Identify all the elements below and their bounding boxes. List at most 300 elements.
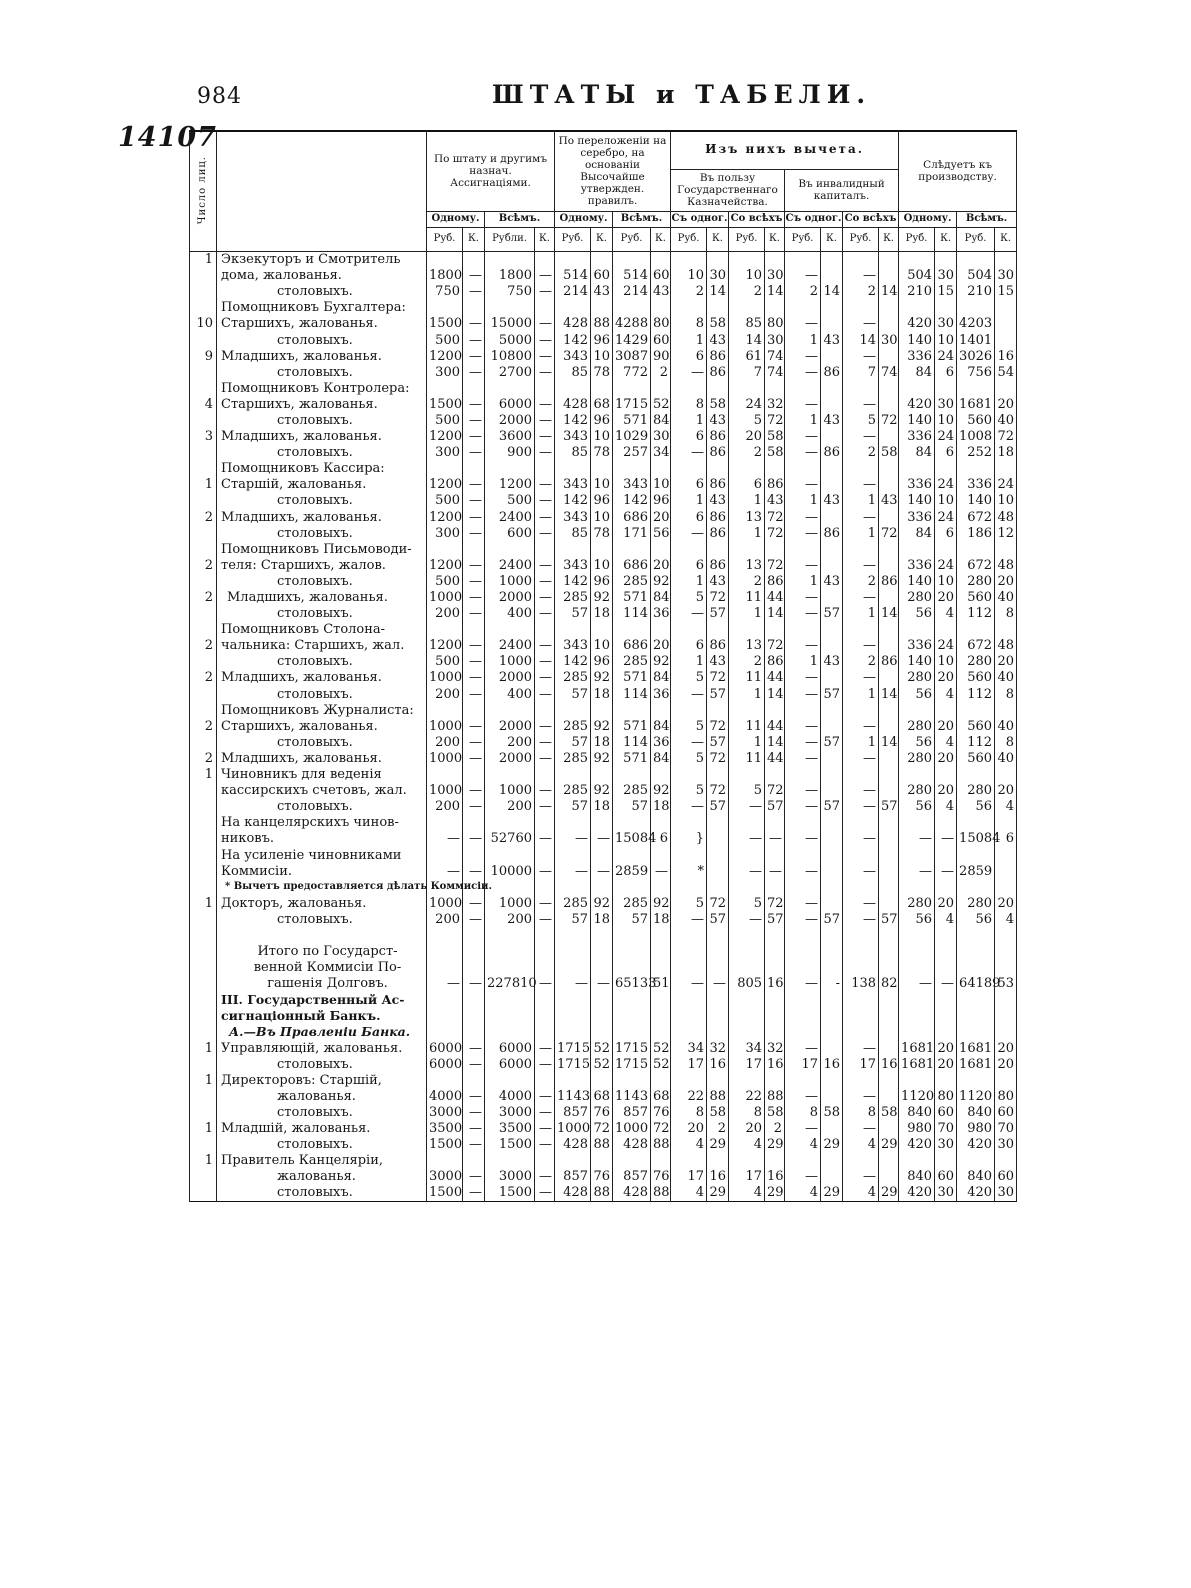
kopecks-cell [821,268,843,284]
rubles-cell: 1715 [613,396,651,412]
kopecks-cell: — [463,718,485,734]
rubles-cell: 1500 [485,1137,535,1153]
rubles-cell [485,1072,535,1088]
rubles-cell [785,1024,821,1040]
person-count: 2 [190,750,217,766]
kopecks-cell: 32 [707,1040,729,1056]
rubles-cell [485,1008,535,1024]
person-count [190,606,217,622]
kopecks-cell: 4 [935,734,957,750]
rubles-cell [485,300,535,316]
rubles-cell: — [785,1088,821,1104]
rubles-cell: — [843,863,879,879]
kopecks-cell: 20 [995,783,1017,799]
row-description: Директоровъ: Старшій, [217,1072,427,1088]
kopecks-cell: — [535,348,555,364]
rubles-cell: 1715 [613,1056,651,1072]
kopecks-cell: 30 [935,316,957,332]
kopecks-cell: — [463,493,485,509]
rubles-cell [785,1153,821,1169]
person-count [190,525,217,541]
kopecks-cell: 24 [935,638,957,654]
table-row [190,831,1017,847]
kopecks-cell [707,300,729,316]
rubles-cell [671,461,707,477]
rubles-cell: — [671,686,707,702]
rubles-cell [671,927,707,943]
kopecks-cell: 43 [821,412,843,428]
kopecks-cell [879,992,899,1008]
rubles-cell: 3000 [485,1104,535,1120]
kopecks-cell: — [535,750,555,766]
rubles-cell: — [427,831,463,847]
rubles-cell: 840 [899,1104,935,1120]
rubles-cell [613,251,651,268]
rubles-cell: 15084 [613,831,651,847]
rubles-cell: 20 [729,429,765,445]
kopecks-cell [463,815,485,831]
rubles-cell: 5 [671,589,707,605]
rubles-cell: 2 [843,445,879,461]
rubles-cell: 1 [843,493,879,509]
kopecks-cell: — [535,895,555,911]
kopecks-cell: 88 [651,1185,671,1202]
kopecks-cell: 72 [591,1121,613,1137]
rubles-cell: — [785,911,821,927]
kopecks-cell: 20 [995,1056,1017,1072]
kopecks-cell: — [463,589,485,605]
kopecks-cell [651,847,671,863]
kopecks-cell: 30 [995,1137,1017,1153]
rubles-cell: 14 [843,332,879,348]
rubles-cell: 1429 [613,332,651,348]
rubles-cell [785,767,821,783]
rubles-cell: 560 [957,670,995,686]
rubles-cell [613,300,651,316]
treasury-fraction-header: Съ одног. [671,211,729,227]
kopecks-cell: 20 [935,1056,957,1072]
kopecks-cell: 58 [765,1104,785,1120]
kopecks-cell [591,1153,613,1169]
row-description: гашенія Долговъ. [217,976,427,992]
rubles-cell [671,1072,707,1088]
kopecks-cell [935,622,957,638]
row-description: столовыхъ. [217,1056,427,1072]
kopecks-cell [821,960,843,976]
rubles-cell: 52760 [485,831,535,847]
kopecks-cell: 52 [651,1056,671,1072]
rubles-cell [957,251,995,268]
row-description [217,927,427,943]
row-description: Помощниковъ Кассира: [217,461,427,477]
kopecks-cell [535,380,555,396]
kopecks-cell [463,992,485,1008]
rubles-cell: 1 [671,654,707,670]
rubles-cell [555,1072,591,1088]
kopecks-cell: — [535,863,555,879]
rubles-cell: 1 [671,332,707,348]
rubles-cell: 1000 [427,589,463,605]
row-description: Докторъ, жалованья. [217,895,427,911]
kopecks-cell: 14 [707,284,729,300]
kopecks-cell: 24 [935,509,957,525]
kopecks-cell: 51 [651,976,671,992]
rubles-cell: 5 [671,895,707,911]
kopecks-cell: 16 [879,1056,899,1072]
rubles-cell [671,767,707,783]
kopecks-cell: 10 [935,332,957,348]
kopecks-cell [651,251,671,268]
table-row [190,750,1017,766]
kopecks-cell: 20 [935,1040,957,1056]
rubles-cell [729,1072,765,1088]
rubles-cell [555,1153,591,1169]
rubles-cell: 560 [957,589,995,605]
row-description: Младшихъ, жалованья. [217,509,427,525]
kopecks-cell: 30 [995,1185,1017,1202]
kopecks-cell: — [535,654,555,670]
rubles-cell: — [843,316,879,332]
kopecks-cell: 57 [765,799,785,815]
rubles-cell [899,380,935,396]
kopecks-cell: 30 [879,332,899,348]
kopecks-cell: 68 [591,396,613,412]
rubles-cell [843,879,879,895]
kop-header: К. [879,227,899,251]
kopecks-cell: 29 [821,1137,843,1153]
rubles-cell: 4 [843,1137,879,1153]
kopecks-cell [879,718,899,734]
kopecks-cell [651,1024,671,1040]
rubles-cell: 4000 [485,1088,535,1104]
kopecks-cell: 40 [995,412,1017,428]
person-count [190,622,217,638]
rubles-cell: 171 [613,525,651,541]
rubles-cell: 7 [843,364,879,380]
kopecks-cell: 57 [821,686,843,702]
kopecks-cell: 36 [651,734,671,750]
kopecks-cell [879,863,899,879]
rubles-cell: 1500 [427,316,463,332]
rubles-cell: 4 [671,1185,707,1202]
rubles-cell: 1500 [427,1137,463,1153]
rubles-cell [555,960,591,976]
rub-header: Руб. [427,227,463,251]
count-column-header: Число лиц. [190,131,217,251]
rubles-cell [729,927,765,943]
kopecks-cell: 30 [995,268,1017,284]
kopecks-cell: 57 [707,799,729,815]
by-staff-header: По штату и другимъ назнач. Ассигнаціями. [427,131,555,211]
kopecks-cell: 44 [765,750,785,766]
kopecks-cell: 18 [591,911,613,927]
kopecks-cell: 10 [935,493,957,509]
kopecks-cell: 4 [935,686,957,702]
kopecks-cell [591,380,613,396]
rub-header: Рубли. [485,227,535,251]
table-row [190,332,1017,348]
kopecks-cell: 86 [821,445,843,461]
table-row [190,412,1017,428]
law-number: 14107 [118,122,217,153]
rubles-cell: 2 [785,284,821,300]
kopecks-cell [707,879,729,895]
kopecks-cell: 14 [879,734,899,750]
kopecks-cell: 96 [591,412,613,428]
table-row [190,686,1017,702]
rubles-cell: 7 [729,364,765,380]
kopecks-cell: 14 [879,284,899,300]
rubles-cell: 4000 [427,1088,463,1104]
rubles-cell: 6000 [485,1056,535,1072]
rubles-cell: 4 [843,1185,879,1202]
kopecks-cell: 72 [707,783,729,799]
table-row [190,606,1017,622]
rubles-cell: — [899,831,935,847]
rubles-cell: 4 [785,1137,821,1153]
kopecks-cell [995,767,1017,783]
kopecks-cell [707,1024,729,1040]
rubles-cell: 1000 [427,670,463,686]
page-number: 984 [197,84,242,109]
rubles-cell: 750 [427,284,463,300]
kopecks-cell: 36 [651,606,671,622]
kopecks-cell: 84 [651,589,671,605]
rubles-cell [485,622,535,638]
kopecks-cell: 72 [879,412,899,428]
kopecks-cell [995,960,1017,976]
person-count [190,702,217,718]
kopecks-cell: 15 [995,284,1017,300]
kopecks-cell [463,300,485,316]
kopecks-cell: 6 [995,831,1017,847]
row-description: Старшихъ, жалованья. [217,316,427,332]
kopecks-cell [535,927,555,943]
kopecks-cell: 60 [935,1169,957,1185]
rubles-cell [957,1024,995,1040]
kopecks-cell [935,1153,957,1169]
rubles-cell: 500 [427,654,463,670]
kopecks-cell: 14 [765,284,785,300]
rubles-cell: 2859 [957,863,995,879]
kopecks-cell [821,477,843,493]
rubles-cell: 57 [613,911,651,927]
kopecks-cell: 32 [765,1040,785,1056]
kopecks-cell: 43 [707,493,729,509]
person-count [190,332,217,348]
rubles-cell: — [785,734,821,750]
row-description: Помощниковъ Бухгалтера: [217,300,427,316]
rubles-cell: 857 [613,1169,651,1185]
rubles-cell: — [785,1169,821,1185]
rubles-cell: 17 [671,1169,707,1185]
row-description: Чиновникъ для веденія [217,767,427,783]
kopecks-cell: 10 [591,429,613,445]
rubles-cell [957,1008,995,1024]
person-count [190,412,217,428]
rubles-cell [613,847,651,863]
table-row [190,364,1017,380]
kopecks-cell: 76 [651,1169,671,1185]
kopecks-cell [765,847,785,863]
kopecks-cell [879,670,899,686]
rubles-cell [899,992,935,1008]
rubles-cell [485,1024,535,1040]
rubles-cell [485,927,535,943]
kopecks-cell [535,622,555,638]
kopecks-cell [995,992,1017,1008]
rubles-cell: — [671,799,707,815]
rubles-cell [729,622,765,638]
rubles-cell: 2400 [485,509,535,525]
kopecks-cell: 74 [765,364,785,380]
rubles-cell: — [785,445,821,461]
kopecks-cell: 43 [821,654,843,670]
rubles-cell: 428 [555,396,591,412]
rubles-cell: 805 [729,976,765,992]
rubles-cell: 420 [899,396,935,412]
rubles-cell [427,622,463,638]
kopecks-cell [879,589,899,605]
rubles-cell: 84 [899,364,935,380]
table-row [190,767,1017,783]
kopecks-cell [821,461,843,477]
rubles-cell: 57 [555,606,591,622]
kopecks-cell: 29 [707,1137,729,1153]
kopecks-cell: 72 [765,895,785,911]
person-count [190,1137,217,1153]
kopecks-cell: 6 [651,831,671,847]
rubles-cell [843,1008,879,1024]
kopecks-cell [821,863,843,879]
rubles-cell [427,1072,463,1088]
kopecks-cell [935,251,957,268]
kopecks-cell: 86 [707,525,729,541]
kopecks-cell: 92 [591,670,613,686]
rubles-cell: 285 [613,573,651,589]
rubles-cell: 10000 [485,863,535,879]
rubles-cell: — [785,557,821,573]
kopecks-cell [707,541,729,557]
rubles-cell: 750 [485,284,535,300]
row-description: Младшихъ, жалованья. [217,348,427,364]
kopecks-cell: 10 [935,654,957,670]
rubles-cell: — [843,799,879,815]
rubles-cell: 280 [899,670,935,686]
rubles-cell [427,847,463,863]
rubles-cell: 504 [899,268,935,284]
kopecks-cell: 30 [935,1137,957,1153]
rubles-cell [427,944,463,960]
kopecks-cell: 86 [765,573,785,589]
rubles-cell: 112 [957,734,995,750]
rubles-cell: 343 [555,638,591,654]
kopecks-cell: — [935,976,957,992]
rubles-cell: — [843,1088,879,1104]
kopecks-cell: 18 [651,911,671,927]
kopecks-cell: 8 [995,686,1017,702]
rubles-cell [427,1024,463,1040]
rubles-cell: 6 [671,638,707,654]
table-row [190,670,1017,686]
kopecks-cell [879,1008,899,1024]
rubles-cell: 672 [957,557,995,573]
kopecks-cell [995,702,1017,718]
table-row [190,718,1017,734]
kopecks-cell [879,831,899,847]
rubles-cell [613,541,651,557]
rubles-cell: 140 [899,493,935,509]
kopecks-cell: — [765,863,785,879]
kopecks-cell: 72 [707,589,729,605]
kopecks-cell [651,380,671,396]
kopecks-cell [879,509,899,525]
kopecks-cell: — [463,1040,485,1056]
rubles-cell: 336 [957,477,995,493]
rubles-cell: 57 [555,686,591,702]
row-description: столовыхъ. [217,332,427,348]
rubles-cell: 200 [485,799,535,815]
kopecks-cell [535,251,555,268]
kopecks-cell: 18 [591,606,613,622]
rubles-cell [843,847,879,863]
rubles-cell [957,461,995,477]
kopecks-cell: — [535,589,555,605]
silver-conversion-header: По переложеніи на серебро, на основаніи Высочайше утвержден. правилъ. [555,131,671,211]
table-row [190,799,1017,815]
person-count [190,927,217,943]
kopecks-cell [821,895,843,911]
kopecks-cell [707,461,729,477]
kopecks-cell: 70 [995,1121,1017,1137]
rubles-cell [671,1008,707,1024]
invalid-fraction-header: Съ одног. [785,211,843,227]
kopecks-cell: — [535,525,555,541]
kopecks-cell: 86 [821,525,843,541]
kopecks-cell [765,960,785,976]
rubles-cell [555,1024,591,1040]
kopecks-cell [535,702,555,718]
rubles-cell [485,541,535,557]
rubles-cell: — [899,976,935,992]
rubles-cell: 500 [427,412,463,428]
rubles-cell [555,927,591,943]
rubles-cell: 420 [899,1137,935,1153]
kopecks-cell: — [463,364,485,380]
rubles-cell: 336 [899,638,935,654]
kopecks-cell: 80 [651,316,671,332]
kopecks-cell: 43 [591,284,613,300]
rubles-cell [427,960,463,976]
rubles-cell [957,300,995,316]
rubles-cell: 20 [671,1121,707,1137]
table-row [190,380,1017,396]
rubles-cell: 142 [555,332,591,348]
kopecks-cell [821,541,843,557]
kopecks-cell: 92 [591,718,613,734]
kopecks-cell [765,300,785,316]
row-description: столовыхъ. [217,1185,427,1202]
table-row [190,960,1017,976]
kopecks-cell [879,1024,899,1040]
row-description: Младшихъ, жалованья. [217,429,427,445]
person-count [190,686,217,702]
rubles-cell [957,927,995,943]
kopecks-cell: 12 [995,525,1017,541]
kopecks-cell [707,251,729,268]
rubles-cell [613,927,651,943]
kopecks-cell: 52 [591,1056,613,1072]
